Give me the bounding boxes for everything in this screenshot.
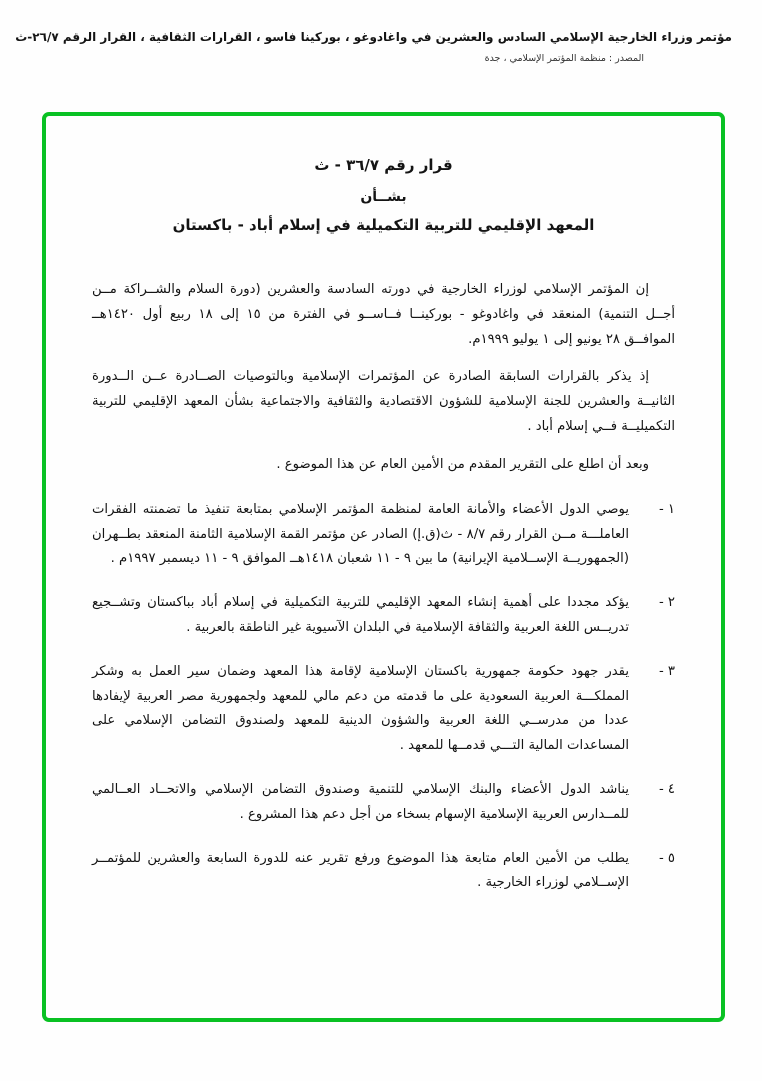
page-header xyxy=(14,30,732,64)
item-text: يؤكد مجددا على أهمية إنشاء المعهد الإقليمي للتربية التكميلية في إسلام أباد بباكستان وتشــجيع تدريــس اللغة العربية والثقافة الإسلامية في البلدان الآسيوية غير الناطقة بالعربية . xyxy=(92,595,629,635)
resolution-items-list xyxy=(92,498,675,897)
item-number: ٣ - xyxy=(658,663,675,679)
subject-title: المعهد الإقليمي للتربية التكميلية في إسلام أباد - باكستان xyxy=(172,216,595,234)
resolution-item xyxy=(92,847,675,897)
item-text: يوصي الدول الأعضاء والأمانة العامة لمنظمة المؤتمر الإسلامي بمتابعة تنفيذ ما تضمنته الفقرات العاملـــة مــن القرار رقم ٨/٧ - ث(ق.إ) الصادر عن مؤتمر القمة الإسلامية الثامنة المنعقد بطــهران (الجمهوريــة الإســلامية الإيرانية) ما بين ٩ - ١١ شعبان ١٤١٨هــ الموافق ٩ - ١١ ديسمبر ١٩٩٧م . xyxy=(92,501,629,567)
item-text: يقدر جهود حكومة جمهورية باكستان الإسلامية لإقامة هذا المعهد وضمان سير العمل به وشكر المملكـــة العربية السعودية على ما قدمته من دعم مالي للمعهد ولجمهورية مصر العربية لإيفادها عددا من مدرســي اللغة العربية والشؤون الدينية للمعهد ولصندوق التضامن الإسلامي على المساعدات المالية التـــي قدمــها للمعهد . xyxy=(92,663,629,754)
document-source-title: مؤتمر وزراء الخارجية الإسلامي السادس والعشرين في واغادوغو ، بوركينا فاسو ، القرارات الثقافية ، القرار الرقم ٢٦/٧-ث xyxy=(15,30,732,44)
resolution-item xyxy=(92,591,675,641)
item-number: ١ - xyxy=(658,501,675,517)
regarding-label: بشــأن xyxy=(360,189,407,205)
preamble-paragraph: وبعد أن اطلع على التقرير المقدم من الأمين العام عن هذا الموضوع . xyxy=(276,456,649,472)
item-text: يناشد الدول الأعضاء والبنك الإسلامي للتنمية وصندوق التضامن الإسلامي والاتحــاد العــالمي للمــدارس العربية الإسلامية الإسهام بسخاء من أجل دعم هذا المشروع . xyxy=(92,782,629,822)
resolution-item xyxy=(92,660,675,759)
resolution-document xyxy=(46,116,721,896)
preamble-paragraph: إن المؤتمر الإسلامي لوزراء الخارجية في دورته السادسة والعشرين (دورة السلام والشــراكة مــن أجــل التنمية) المنعقد في واغادوغو - بوركينــا فــاســو في الفترة من ١٥ إلى ١٨ ربيع أول ١٤٢٠هــ الموافــق ٢٨ يونيو إلى ١ يوليو ١٩٩٩م. xyxy=(92,282,675,347)
item-number: ٢ - xyxy=(658,595,675,611)
preamble-paragraph: إذ يذكر بالقرارات السابقة الصادرة عن المؤتمرات الإسلامية وبالتوصيات الصــادرة عــن الــدورة الثانيــة والعشرين للجنة الإسلامية للشؤون الاقتصادية والثقافية والاجتماعية بشأن المعهد الإقليمي للتربية التكميليــة فــي إسلام أباد . xyxy=(92,369,675,435)
resolution-headings xyxy=(92,156,675,234)
green-border-frame xyxy=(42,112,725,1022)
item-number: ٤ - xyxy=(658,782,675,797)
resolution-item xyxy=(92,778,675,828)
resolution-item xyxy=(92,498,675,572)
item-number: ٥ - xyxy=(658,850,675,866)
source-line: المصدر : منظمة المؤتمر الإسلامي ، جدة xyxy=(484,53,644,64)
item-text: يطلب من الأمين العام متابعة هذا الموضوع ورفع تقرير عنه للدورة السابعة والعشرين للمؤتمــر الإســلامي لوزراء الخارجية . xyxy=(92,850,629,891)
resolution-title: قرار رقم ٣٦/٧ - ث xyxy=(314,156,453,174)
